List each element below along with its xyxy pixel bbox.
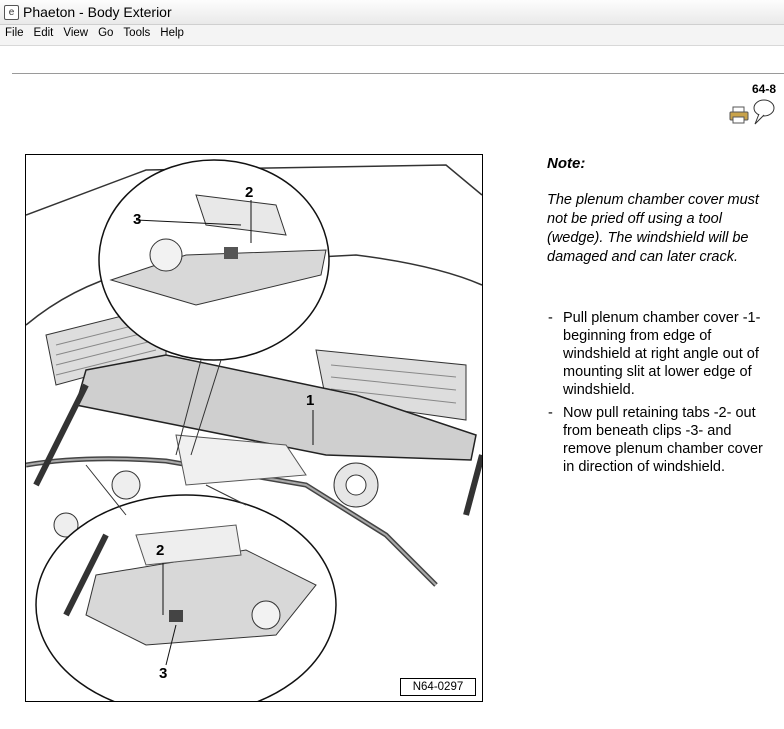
step-text: Now pull retaining tabs -2- out from beneath clips -3- and remove plenum chamber cover in direction of windshield. <box>563 405 763 475</box>
step-dash: - <box>548 310 553 326</box>
callout-3-bottom: 3 <box>159 665 168 682</box>
comment-icon[interactable] <box>751 98 775 126</box>
menu-file[interactable]: File <box>5 27 24 39</box>
app-icon[interactable]: e <box>4 5 19 20</box>
callout-1: 1 <box>306 392 315 409</box>
menu-tools[interactable]: Tools <box>123 27 151 39</box>
menu-go[interactable]: Go <box>98 27 114 39</box>
page-number: 64-8 <box>751 82 776 96</box>
callout-2-bottom: 2 <box>156 542 165 559</box>
figure-code: N64-0297 <box>400 678 476 696</box>
callout-3-top: 3 <box>133 211 142 228</box>
window-title: Phaeton - Body Exterior <box>23 4 172 20</box>
menu-view[interactable]: View <box>63 27 89 39</box>
header-divider <box>12 73 784 74</box>
menu-bar <box>0 25 784 46</box>
list-item <box>548 404 778 476</box>
list-item <box>548 309 778 399</box>
step-text: Pull plenum chamber cover -1- beginning from edge of windshield at right angle out of mounting slit at lower edge of windshield. <box>563 310 761 398</box>
note-text: The plenum chamber cover must not be pried off using a tool (wedge). The windshield will be damaged and can later crack. <box>547 192 759 265</box>
menu-edit[interactable]: Edit <box>33 27 54 39</box>
repair-diagram <box>25 154 483 702</box>
procedure-steps <box>548 309 778 481</box>
print-icon[interactable] <box>729 106 749 124</box>
menu-help[interactable]: Help <box>160 27 184 39</box>
step-dash: - <box>548 405 553 421</box>
note-heading: Note: <box>547 155 586 172</box>
engine-bay-illustration <box>26 155 482 701</box>
title-bar <box>0 0 784 25</box>
callout-2-top: 2 <box>245 184 254 201</box>
